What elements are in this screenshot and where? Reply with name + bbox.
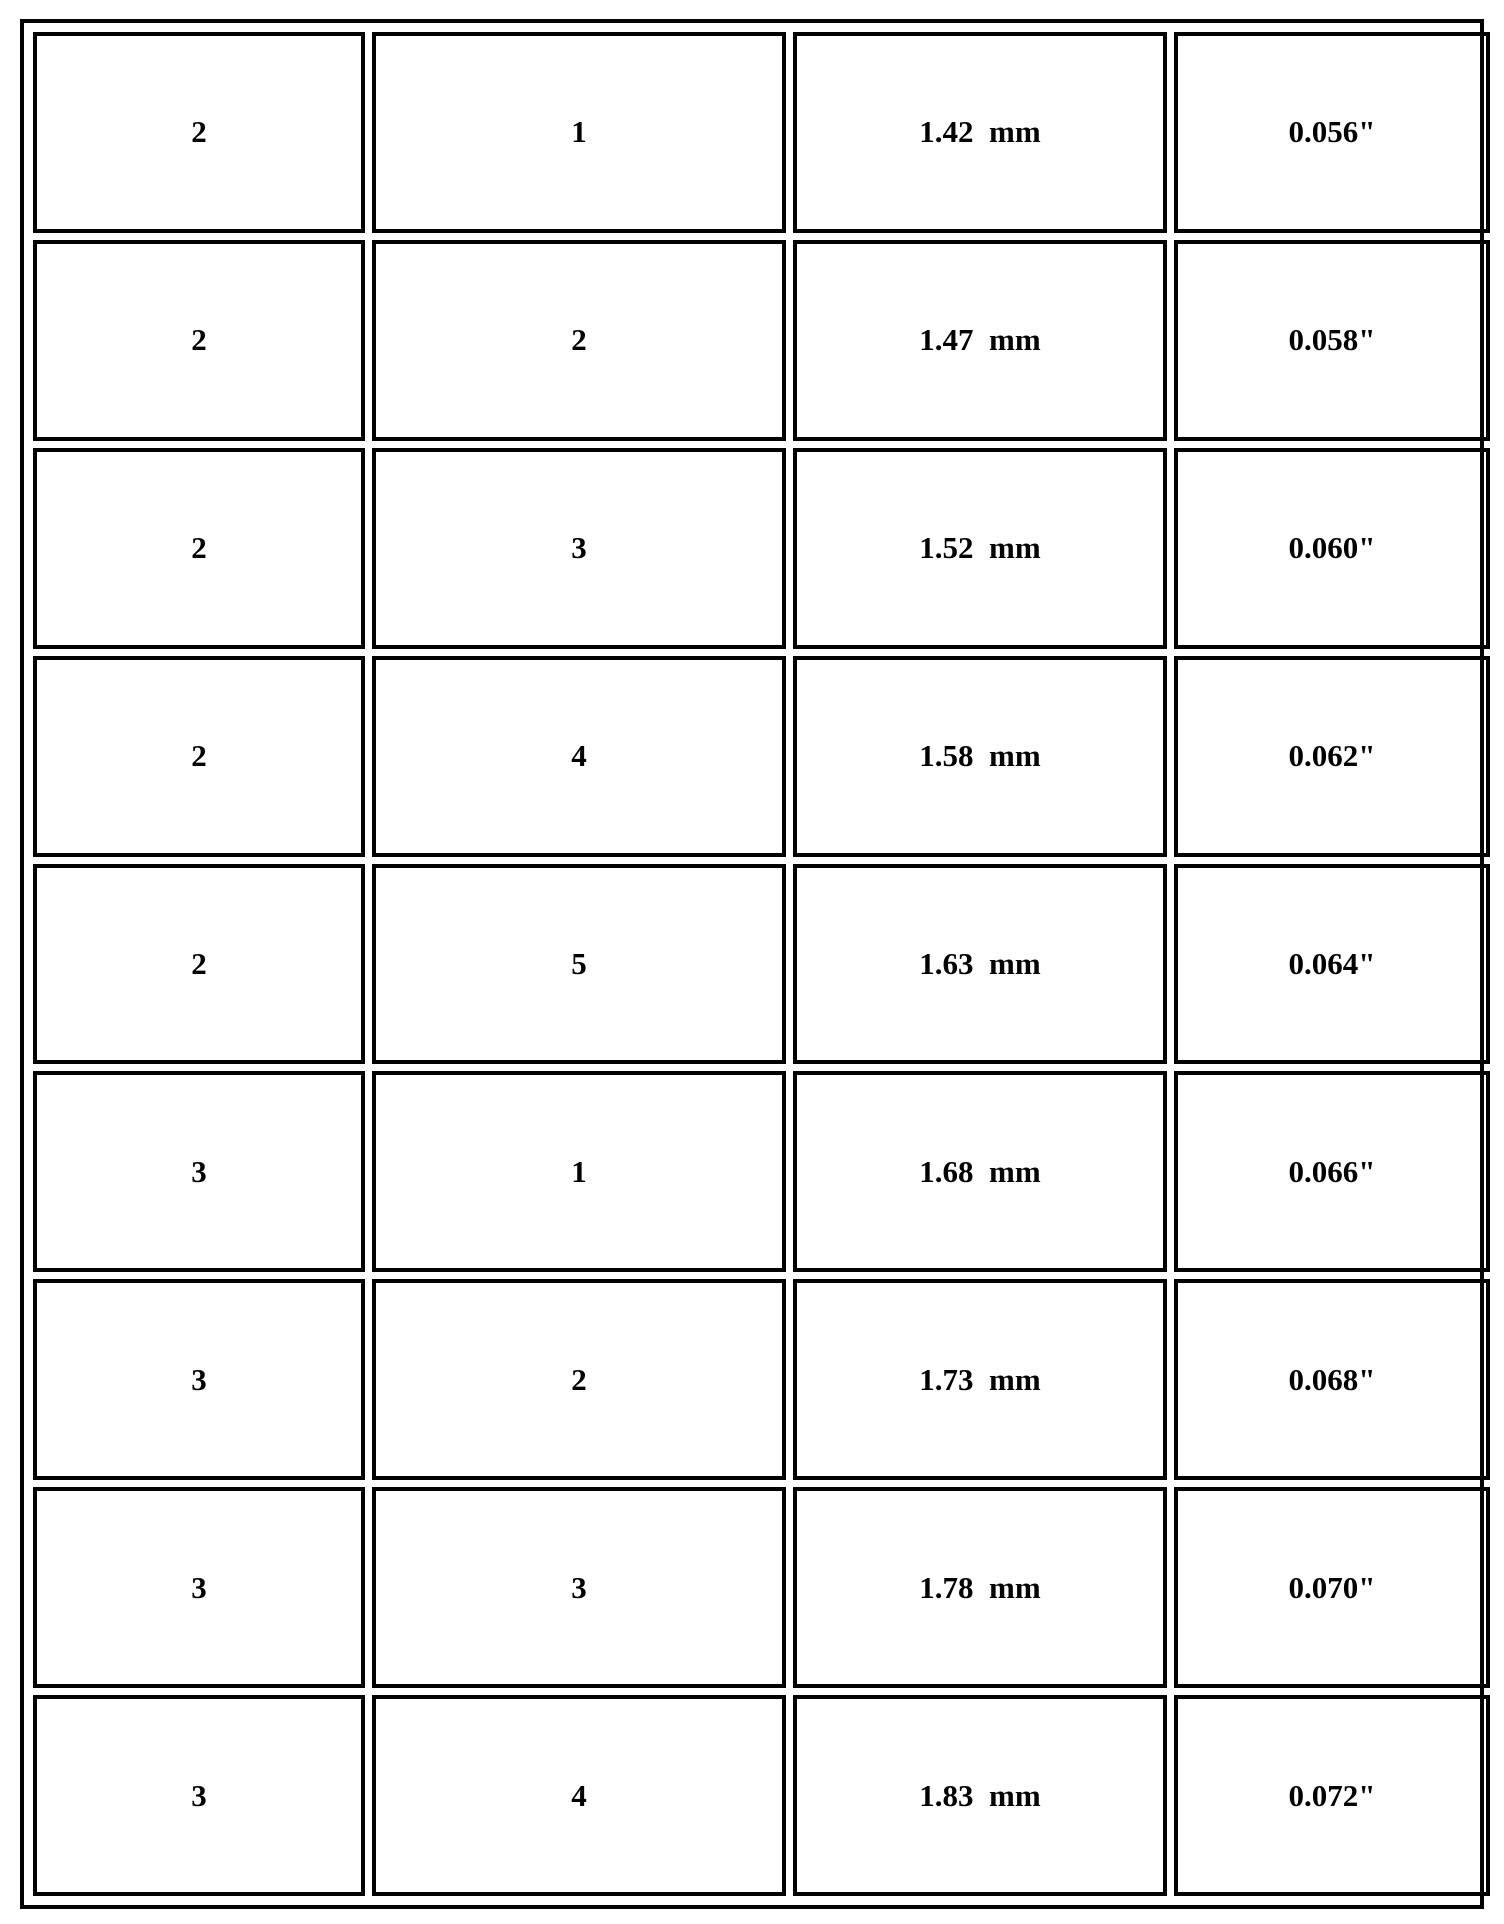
table-cell: 1.63 mm [793,864,1167,1065]
table-cell: 4 [372,656,786,857]
table-cell: 2 [372,240,786,441]
table-row [33,448,1490,649]
table-row [33,240,1490,441]
data-table [26,25,1497,1903]
table-cell: 1 [372,1071,786,1272]
table-cell: 0.072" [1174,1695,1490,1896]
table-cell: 4 [372,1695,786,1896]
table-row [33,1071,1490,1272]
table-cell: 1.68 mm [793,1071,1167,1272]
table-cell: 0.068" [1174,1279,1490,1480]
table-cell: 2 [33,656,365,857]
table-cell: 1.42 mm [793,32,1167,233]
table-cell: 3 [33,1071,365,1272]
table-cell: 0.056" [1174,32,1490,233]
table-cell: 0.070" [1174,1487,1490,1688]
table-cell: 3 [33,1279,365,1480]
table-cell: 1.58 mm [793,656,1167,857]
table-cell: 2 [33,864,365,1065]
table-cell: 0.064" [1174,864,1490,1065]
data-table-frame [20,19,1484,1909]
table-cell: 0.062" [1174,656,1490,857]
table-cell: 1 [372,32,786,233]
table-cell: 3 [372,1487,786,1688]
table-cell: 0.060" [1174,448,1490,649]
table-cell: 1.78 mm [793,1487,1167,1688]
table-cell: 3 [33,1695,365,1896]
table-row [33,1279,1490,1480]
table-row [33,656,1490,857]
table-cell: 1.52 mm [793,448,1167,649]
table-cell: 3 [372,448,786,649]
table-row [33,32,1490,233]
table-row [33,1487,1490,1688]
table-cell: 2 [33,32,365,233]
table-cell: 0.066" [1174,1071,1490,1272]
table-cell: 3 [33,1487,365,1688]
table-row [33,1695,1490,1896]
table-cell: 1.73 mm [793,1279,1167,1480]
table-cell: 2 [33,448,365,649]
table-cell: 1.47 mm [793,240,1167,441]
table-cell: 5 [372,864,786,1065]
table-cell: 0.058" [1174,240,1490,441]
table-cell: 1.83 mm [793,1695,1167,1896]
table-cell: 2 [33,240,365,441]
table-row [33,864,1490,1065]
table-cell: 2 [372,1279,786,1480]
